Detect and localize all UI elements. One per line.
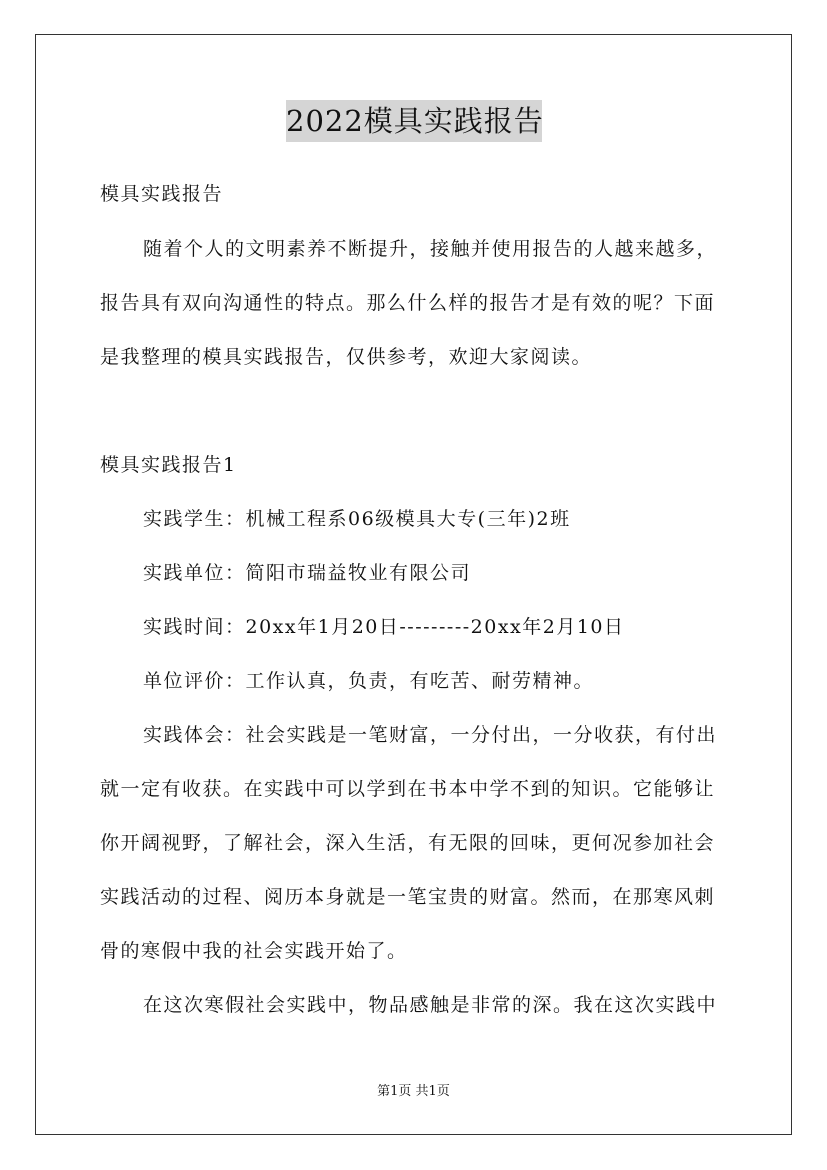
paragraph-line: 骨的寒假中我的社会实践开始了。 [100, 940, 408, 962]
paragraph-line: 就一定有收获。在实践中可以学到在书本中学不到的知识。它能够让 [100, 778, 716, 800]
paragraph-line: 报告具有双向沟通性的特点。那么什么样的报告才是有效的呢？下面 [100, 292, 716, 314]
section-heading: 模具实践报告 [100, 183, 224, 205]
paragraph-line: 在这次寒假社会实践中，物品感触是非常的深。我在这次实践中 [143, 994, 718, 1016]
paragraph-line: 是我整理的模具实践报告，仅供参考，欢迎大家阅读。 [100, 346, 593, 368]
document-title: 2022模具实践报告 [286, 100, 542, 142]
info-line: 实践学生：机械工程系06级模具大专(三年)2班 [143, 508, 571, 530]
paragraph-line: 实践体会：社会实践是一笔财富，一分付出，一分收获，有付出 [143, 724, 718, 746]
paragraph-line: 实践活动的过程、阅历本身就是一笔宝贵的财富。然而，在那寒风刺 [100, 886, 716, 908]
info-line: 实践时间：20xx年1月20日---------20xx年2月10日 [143, 616, 625, 638]
page-footer: 第1页 共1页 [377, 1084, 450, 1099]
section-heading: 模具实践报告1 [100, 454, 237, 476]
paragraph-line: 你开阔视野，了解社会，深入生活，有无限的回味，更何况参加社会 [100, 832, 716, 854]
info-line: 单位评价：工作认真，负责，有吃苦、耐劳精神。 [143, 670, 595, 692]
info-line: 实践单位：简阳市瑞益牧业有限公司 [143, 562, 472, 584]
paragraph-line: 随着个人的文明素养不断提升，接触并使用报告的人越来越多， [143, 238, 718, 260]
